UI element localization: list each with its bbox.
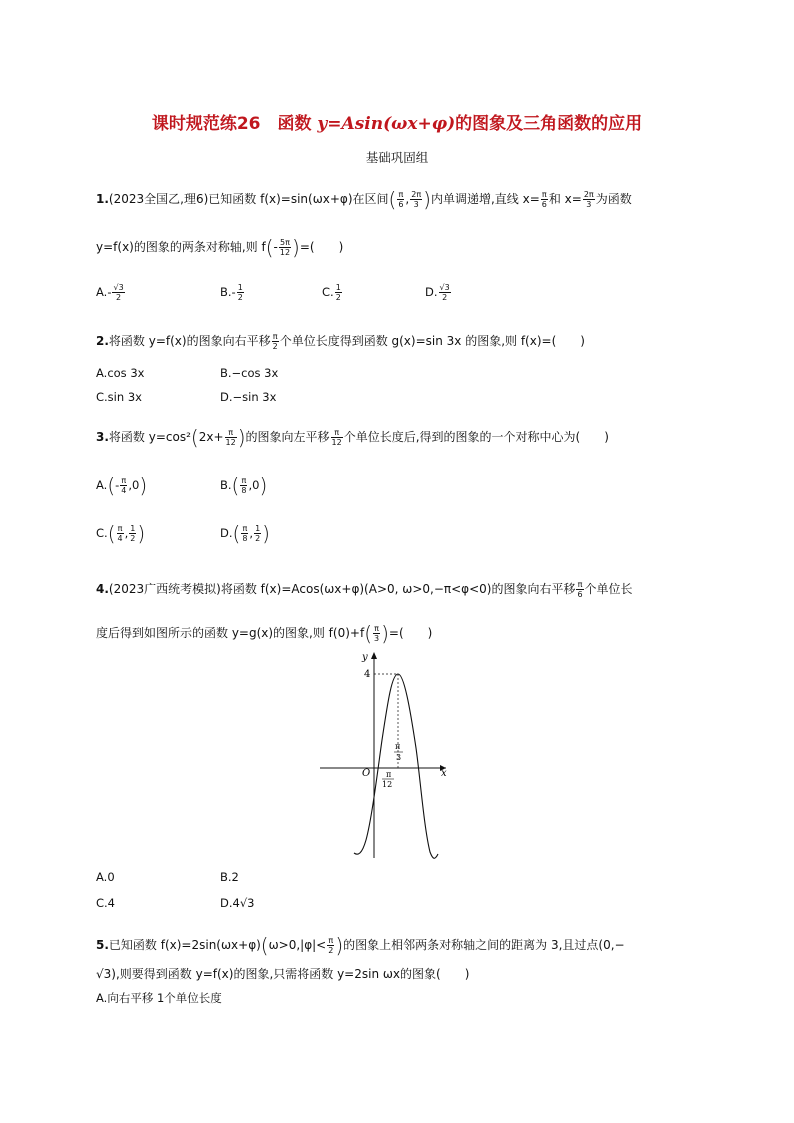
fraction: $\frac{2\pi}{3}$ xyxy=(411,190,422,209)
question-number: 3. xyxy=(96,430,109,444)
q1-option-d[interactable]: D. $\frac{√3}{2}$ xyxy=(425,283,450,302)
fraction: $\frac{5\pi}{12}$ xyxy=(279,238,291,257)
title-formula: y=Asin(ωx+φ) xyxy=(317,114,456,134)
q4-option-b[interactable]: B.2 xyxy=(220,870,239,884)
q2-option-d[interactable]: D.−sin 3x xyxy=(220,390,277,404)
curve xyxy=(354,674,438,858)
q1-text-a: (2023全国乙,理6)已知函数 f(x)=sin(ωx+φ)在区间 xyxy=(108,192,389,206)
x-axis-label: x xyxy=(441,768,447,779)
question-4-line-1: 4.(2023广西统考模拟)将函数 f(x)=Acos(ωx+φ)(A>0, ω>0,−π<φ<0)的图象向右平移 $\frac{\pi}{6}$ 个单位长 xyxy=(96,580,633,599)
fraction: $\frac{\pi}{6}$ xyxy=(577,580,583,599)
tick-pi-12-den: 12 xyxy=(382,780,393,789)
q2-option-a[interactable]: A.cos 3x xyxy=(96,366,145,380)
q3-option-a[interactable]: A.(- $\frac{\pi}{4}$ ,0) xyxy=(96,473,148,498)
fraction: $\frac{\pi}{6}$ xyxy=(398,190,404,209)
q1-option-b[interactable]: B.- $\frac{1}{2}$ xyxy=(220,283,243,302)
question-3: 3.将函数 y=cos²(2x+ $\frac{\pi}{12}$ )的图象向左平移 $\frac{\pi}{12}$ 个单位长度后,得到的图象的一个对称中心为( ) xyxy=(96,425,609,450)
question-5-line-1: 5.已知函数 f(x)=2sin(ωx+φ)(ω>0,|φ|< $\frac{\pi}{2}$ )的图象上相邻两条对称轴之间的距离为 3,且过点(0,− xyxy=(96,933,625,958)
q2-option-b[interactable]: B.−cos 3x xyxy=(220,366,279,380)
question-4-line-2: 度后得到如图所示的函数 y=g(x)的图象,则 f(0)+f( $\frac{\pi}{3}$ )=( ) xyxy=(96,621,433,646)
q3-option-d[interactable]: D.( $\frac{\pi}{8}$ , $\frac{1}{2}$ ) xyxy=(220,521,270,546)
function-graph xyxy=(300,648,470,862)
section-heading: 基础巩固组 xyxy=(365,150,429,165)
question-number: 1. xyxy=(96,192,109,206)
q5-option-a[interactable]: A.向右平移 1个单位长度 xyxy=(96,991,222,1005)
tick-pi-3-den: 3 xyxy=(396,753,402,762)
y-axis-label: y xyxy=(362,652,368,663)
q1-text-d: 为函数 xyxy=(595,192,632,206)
page-title xyxy=(0,109,794,134)
question-1-line-1: 1.(2023全国乙,理6)已知函数 f(x)=sin(ωx+φ)在区间( $\frac{\pi}{6}$ , $\frac{2\pi}{3}$ )内单调递增,直线 x= $\frac{\pi}{6}$ 和 x= $\frac{2\pi}{3}$ 为函数 xyxy=(96,187,632,212)
q1-text-e: y=f(x)的图象的两条对称轴,则 f xyxy=(96,240,266,254)
tick-pi-3-num: π xyxy=(395,742,401,751)
q1-option-a[interactable]: A.- $\frac{√3}{2}$ xyxy=(96,283,124,302)
title-suffix: 的图象及三角函数的应用 xyxy=(455,114,643,134)
fraction: $\frac{2\pi}{3}$ xyxy=(583,190,594,209)
fraction: $\frac{\pi}{2}$ xyxy=(272,332,278,351)
q1-text-c: 和 x= xyxy=(548,192,582,206)
origin-label: O xyxy=(362,768,371,779)
q2-option-c[interactable]: C.sin 3x xyxy=(96,390,142,404)
q4-option-c[interactable]: C.4 xyxy=(96,896,116,910)
question-number: 2. xyxy=(96,334,109,348)
q4-option-a[interactable]: A.0 xyxy=(96,870,115,884)
question-2: 2.将函数 y=f(x)的图象向右平移 $\frac{\pi}{2}$ 个单位长度得到函数 g(x)=sin 3x 的图象,则 f(x)=( ) xyxy=(96,332,585,351)
q1-text-f: =( ) xyxy=(299,240,344,254)
q3-option-c[interactable]: C.( $\frac{\pi}{4}$ , $\frac{1}{2}$ ) xyxy=(96,521,146,546)
fraction: $\frac{\pi}{6}$ xyxy=(541,190,547,209)
question-1-line-2: y=f(x)的图象的两条对称轴,则 f(- $\frac{5\pi}{12}$ )=( ) xyxy=(96,235,344,260)
q4-option-d[interactable]: D.4√3 xyxy=(220,896,255,910)
q1-option-c[interactable]: C. $\frac{1}{2}$ xyxy=(322,283,341,302)
fraction: $\frac{\pi}{2}$ xyxy=(328,936,334,955)
fraction: $\frac{\pi}{12}$ xyxy=(225,428,236,447)
q3-option-b[interactable]: B.( $\frac{\pi}{8}$ ,0) xyxy=(220,473,268,498)
question-number: 4. xyxy=(96,582,109,596)
y-axis-arrow xyxy=(371,652,377,659)
q1-text-b: 内单调递增,直线 x= xyxy=(430,192,540,206)
fraction: $\frac{\pi}{12}$ xyxy=(331,428,342,447)
fraction: $\frac{\pi}{3}$ xyxy=(374,624,380,643)
tick-pi-12-num: π xyxy=(386,770,392,779)
question-5-line-2: √3),则要得到函数 y=f(x)的图象,只需将函数 y=2sin ωx的图象( ) xyxy=(96,967,470,981)
max-value-label: 4 xyxy=(364,669,371,680)
title-prefix: 课时规范练26 函数 xyxy=(151,114,318,134)
question-number: 5. xyxy=(96,938,109,952)
